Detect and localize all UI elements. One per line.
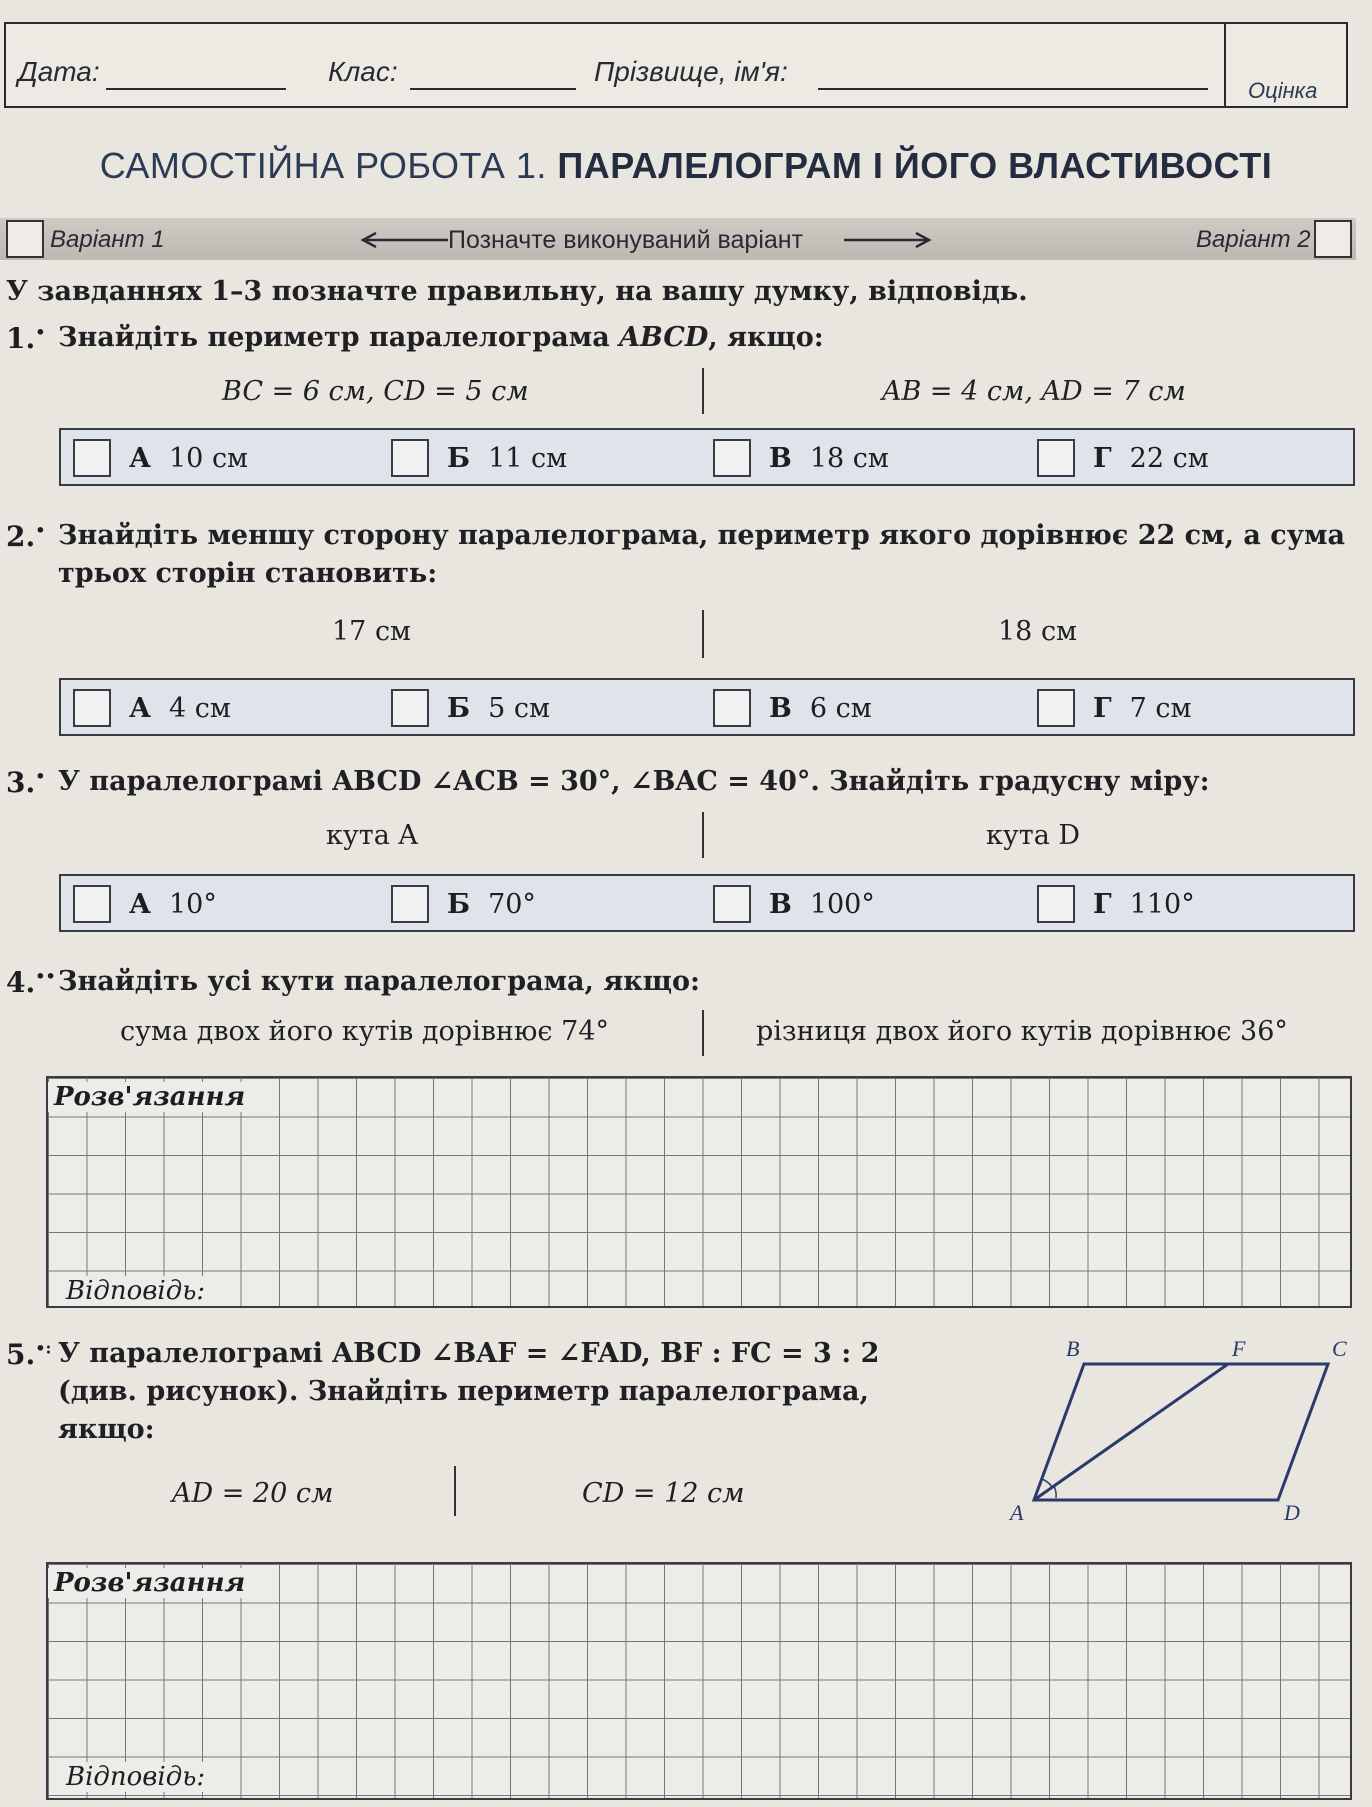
q2-text-line1: Знайдіть меншу сторону паралелограма, периметр якого дорівнює 22 см, а сума: [58, 520, 1345, 551]
q5-text-line1: У паралелограмі ABCD ∠BAF = ∠FAD, BF : FC = 3 : 2: [58, 1338, 880, 1369]
q3-option-a[interactable]: А 10°: [73, 884, 217, 924]
q1-option-v[interactable]: В 18 см: [713, 438, 889, 478]
q3-option-b[interactable]: Б 70°: [391, 884, 536, 924]
angle-arc-1: [1042, 1479, 1052, 1487]
q2-option-a[interactable]: А 4 см: [73, 688, 231, 728]
arrow-left-icon: [360, 232, 450, 248]
vertex-b-label: B: [1066, 1336, 1080, 1361]
vertex-f-label: F: [1232, 1336, 1246, 1361]
q3-number: 3.•: [6, 766, 46, 799]
q1-option-g[interactable]: Г 22 см: [1037, 438, 1209, 478]
checkbox[interactable]: [1037, 439, 1075, 477]
grade-label: Оцінка: [1248, 78, 1318, 103]
title-prefix: САМОСТІЙНА РОБОТА 1.: [99, 145, 547, 186]
q1-answer-row: [59, 428, 1355, 486]
q3-left-condition: кута A: [326, 820, 418, 851]
variant-instruction: Позначте виконуваний варіант: [448, 226, 804, 254]
name-field[interactable]: [818, 88, 1208, 90]
divider: [702, 812, 704, 858]
checkbox[interactable]: [1037, 885, 1075, 923]
checkbox[interactable]: [713, 885, 751, 923]
page-title: [0, 145, 1372, 187]
q3-text: У паралелограмі ABCD ∠ACB = 30°, ∠BAC = 40°. Знайдіть градусну міру:: [58, 766, 1210, 797]
angle-arc-2: [1054, 1486, 1056, 1498]
q1-option-b[interactable]: Б 11 см: [391, 438, 567, 478]
variant-2-label: Варіант 2: [1196, 226, 1311, 253]
divider: [702, 610, 704, 658]
q3-option-v[interactable]: В 100°: [713, 884, 875, 924]
checkbox[interactable]: [391, 885, 429, 923]
vertex-a-label: A: [1010, 1500, 1024, 1525]
q5-text-line3: якщо:: [58, 1414, 155, 1445]
q5-text-line2: (див. рисунок). Знайдіть периметр паралелограма,: [58, 1376, 869, 1407]
q1-option-a[interactable]: А 10 см: [73, 438, 248, 478]
q2-right-condition: 18 см: [998, 616, 1078, 647]
variant-1-checkbox[interactable]: [6, 220, 44, 258]
checkbox[interactable]: [391, 439, 429, 477]
checkbox[interactable]: [73, 885, 111, 923]
arrow-right-icon: [842, 232, 932, 248]
q3-right-condition: кута D: [986, 820, 1081, 851]
q5-number: 5.•:: [6, 1338, 52, 1371]
q2-option-b[interactable]: Б 5 см: [391, 688, 550, 728]
q3-option-g[interactable]: Г 110°: [1037, 884, 1195, 924]
q2-left-condition: 17 см: [332, 616, 412, 647]
q1-right-condition: AB = 4 см, AD = 7 см: [882, 376, 1186, 407]
q1-text: Знайдіть периметр паралелограма ABCD, якщо:: [58, 322, 824, 353]
q2-option-g[interactable]: Г 7 см: [1037, 688, 1192, 728]
checkbox[interactable]: [73, 439, 111, 477]
q4-right-condition: різниця двох його кутів дорівнює 36°: [756, 1016, 1288, 1047]
variant-1-label: Варіант 1: [50, 226, 165, 253]
q2-option-v[interactable]: В 6 см: [713, 688, 872, 728]
variant-2-checkbox[interactable]: [1314, 220, 1352, 258]
name-label: Прізвище, ім'я:: [594, 56, 788, 87]
vertex-d-label: D: [1284, 1500, 1300, 1525]
checkbox[interactable]: [1037, 689, 1075, 727]
q4-solution-label: Розв'язання: [48, 1082, 251, 1112]
q4-left-condition: сума двох його кутів дорівнює 74°: [120, 1016, 609, 1047]
q4-number: 4.••: [6, 966, 56, 999]
checkbox[interactable]: [713, 689, 751, 727]
date-field[interactable]: [106, 88, 286, 90]
date-label: Дата:: [18, 56, 100, 87]
bisector-af: [1034, 1364, 1228, 1500]
class-field[interactable]: [410, 88, 576, 90]
checkbox[interactable]: [713, 439, 751, 477]
divider: [702, 1010, 704, 1056]
parallelogram-shape: [1034, 1364, 1328, 1500]
q5-answer-label: Відповідь:: [60, 1762, 211, 1792]
class-label: Клас:: [328, 56, 398, 87]
vertex-c-label: C: [1332, 1336, 1347, 1361]
q2-text-line2: трьох сторін становить:: [58, 558, 438, 589]
instructions: У завданнях 1–3 позначте правильну, на вашу думку, відповідь.: [6, 276, 1028, 307]
q5-right-condition: CD = 12 см: [582, 1478, 745, 1509]
q2-number: 2.•: [6, 520, 46, 553]
q1-left-condition: BC = 6 см, CD = 5 см: [222, 376, 529, 407]
divider: [702, 368, 704, 414]
q4-answer-label: Відповідь:: [60, 1276, 211, 1306]
title-topic: ПАРАЛЕЛОГРАМ І ЙОГО ВЛАСТИВОСТІ: [557, 145, 1273, 186]
checkbox[interactable]: [73, 689, 111, 727]
checkbox[interactable]: [391, 689, 429, 727]
q1-number: 1.•: [6, 322, 46, 355]
q2-answer-row: [59, 678, 1355, 736]
divider: [454, 1466, 456, 1516]
q3-answer-row: [59, 874, 1355, 932]
parallelogram-figure: [1000, 1330, 1360, 1530]
q5-solution-label: Розв'язання: [48, 1568, 251, 1598]
q4-text: Знайдіть усі кути паралелограма, якщо:: [58, 966, 700, 997]
q5-left-condition: AD = 20 см: [172, 1478, 334, 1509]
